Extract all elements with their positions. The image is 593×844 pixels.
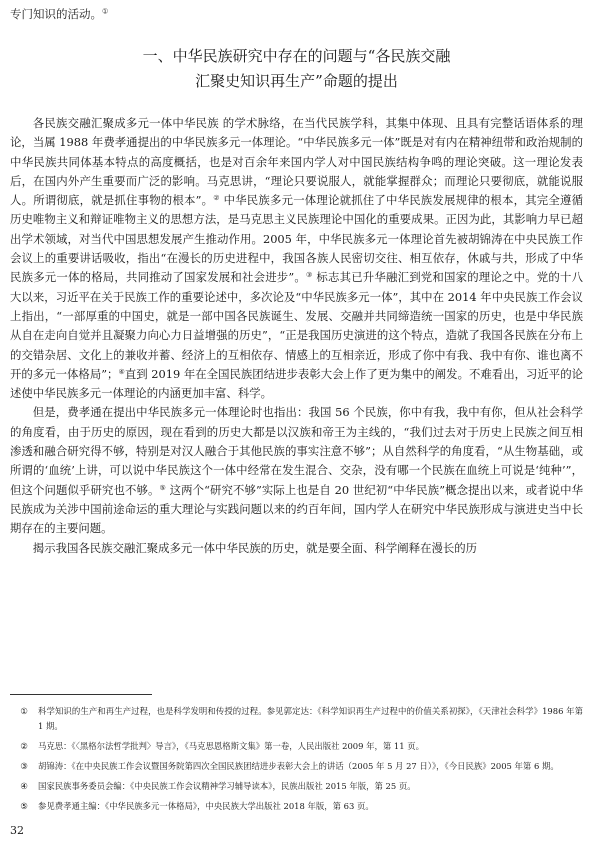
footnote-text: 国家民族事务委员会编：《中央民族工作会议精神学习辅导读本》，民族出版社 2015 年版，第 25 页。 xyxy=(38,781,416,791)
footnote-number: ④ xyxy=(20,781,28,791)
paragraph-text: 这两个“研究不够”实际上也是自 20 世纪初“中华民族”概念提出以来，或者说中华民族成为关涉中国前途命运的重大理论与实践问题以来的约百年间，国内学人在研究中华民族形成与演进史当中长期存在的主要问题。 xyxy=(10,482,583,536)
paragraph-text: 揭示我国各民族交融汇聚成多元一体中华民族的历史，就是要全面、科学阐释在漫长的历 xyxy=(32,540,478,555)
footnote-marker[interactable]: ⑤ xyxy=(159,482,166,492)
footnote-number: ⑤ xyxy=(20,801,28,811)
paragraph-text: 直到 2019 年在全国民族团结进步表彰大会上作了更为集中的阐发。不难看出，习近平的论述使中华民族多元一体理论的内涵更加丰富、科学。 xyxy=(10,366,584,401)
section-title xyxy=(0,44,593,94)
footnote-separator xyxy=(10,694,152,695)
footnote-text: 参见费孝通主编：《中华民族多元一体格局》，中央民族大学出版社 2018 年版，第 63 页。 xyxy=(38,801,374,811)
footnote-marker[interactable]: ② xyxy=(213,192,220,202)
page-number: 32 xyxy=(10,824,24,837)
footnote-text: 科学知识的生产和再生产过程，也是科学发明和传授的过程。参见郭定达：《科学知识再生产过程中的价值关系初探》，《天津社会科学》1986 年第 1 期。 xyxy=(38,706,583,731)
section-title-line: 一、中华民族研究中存在的问题与“各民族交融 xyxy=(142,47,451,65)
paragraph-text: 中华民族多元一体理论就抓住了中华民族发展规律的根本，其完全遵循历史唯物主义和辩证唯物主义的思想方法，是马克思主义民族理论中国化的重要成果。正因为此，其影响力早已超出学术领域，对当代中国思想发展产生推动作用。2005 年，中华民族多元一体理论首先被胡锦涛在中央民族工作会议上的重要讲话吸收，指出“在漫长的历史进程中，我国各族人民密切交往、相互依存，休戚与共，形成了中华民族多元一体的格局，共同推动了国家发展和社会进步”。 xyxy=(10,193,583,285)
carryover-text-body: 专门知识的活动。 xyxy=(10,7,102,21)
body-paragraph xyxy=(10,539,583,558)
footnote-text: 胡锦涛：《在中央民族工作会议暨国务院第四次全国民族团结进步表彰大会上的讲话（2005 年 5 月 27 日）》，《今日民族》2005 年第 6 期。 xyxy=(38,761,559,771)
footnote-marker[interactable]: ① xyxy=(102,6,109,16)
footnote-number: ① xyxy=(20,706,28,716)
footnote-number: ② xyxy=(20,741,28,751)
footnote xyxy=(10,704,583,734)
footnote-number: ③ xyxy=(20,761,28,771)
footnote xyxy=(10,739,583,754)
footnote xyxy=(10,799,583,814)
paragraph-text: 标志其已升华融汇到党和国家的理论之中。党的十八大以来，习近平在关于民族工作的重要论述中，多次论及“中华民族多元一体”，其中在 2014 年中央民族工作会议上指出，“一部厚重的中国史，就是一部中国各民族诞生、发展、交融并共同缔造统一国家的历史，也是中华民族从自在走向自觉并且凝聚力向心力日益增强的历史”，“正是我国历史演进的这个特点，造就了我国各民族在分布上的交错杂居、文化上的兼收并蓄、经济上的互相依存、情感上的互相亲近，形成了你中有我、我中有你、谁也离不开的多元一体格局”； xyxy=(10,270,584,381)
body-paragraph xyxy=(10,114,583,403)
section-title-line: 汇聚史知识再生产”命题的提出 xyxy=(195,72,398,90)
footnotes xyxy=(10,704,583,819)
footnote-marker[interactable]: ④ xyxy=(118,366,125,376)
body-text xyxy=(10,114,583,558)
paragraph-text: 各民族交融汇聚成多元一体中华民族 的学术脉络，在当代民族学科，其集中体现、且具有完整话语体系的理论，当属 1988 年费孝通提出的中华民族多元一体理论。“中华民族多元一体”既是对有内在精神纽带和政治规制的中华民族共同体基本特点的高度概括，也是对百余年来国内学人对中国民族结构争鸣的理论突破。这一理论发表后，在国内外产生重要而广泛的影响。马克思讲，“理论只要说服人，就能掌握群众；而理论只要彻底，就能说服人。所谓彻底，就是抓住事物的根本”。 xyxy=(10,116,583,208)
paragraph-text: 但是，费孝通在提出中华民族多元一体理论时也指出：我国 56 个民族，你中有我，我中有你，但从社会科学的角度看，由于历史的原因，现在看到的历史大都是以汉族和帝王为主线的，“我们过去对于历史上民族之间互相渗透和融合研究得不够，特别是对汉人融合于其他民族的事实注意不够”；从自然科学的角度看，“从生物基础，或所谓的‘血统’上讲，可以说中华民族这个一体中经常在发生混合、交杂，没有哪一个民族在血统上可说是‘纯种’”，但这个问题似乎研究也不够。 xyxy=(10,405,583,497)
footnote xyxy=(10,779,583,794)
carryover-text xyxy=(10,6,108,22)
footnote-marker[interactable]: ③ xyxy=(306,270,313,280)
footnote-text: 马克思：《〈黑格尔法哲学批判〉导言》，《马克思恩格斯文集》第一卷，人民出版社 2009 年，第 11 页。 xyxy=(38,741,424,751)
footnote xyxy=(10,759,583,774)
body-paragraph xyxy=(10,403,583,538)
